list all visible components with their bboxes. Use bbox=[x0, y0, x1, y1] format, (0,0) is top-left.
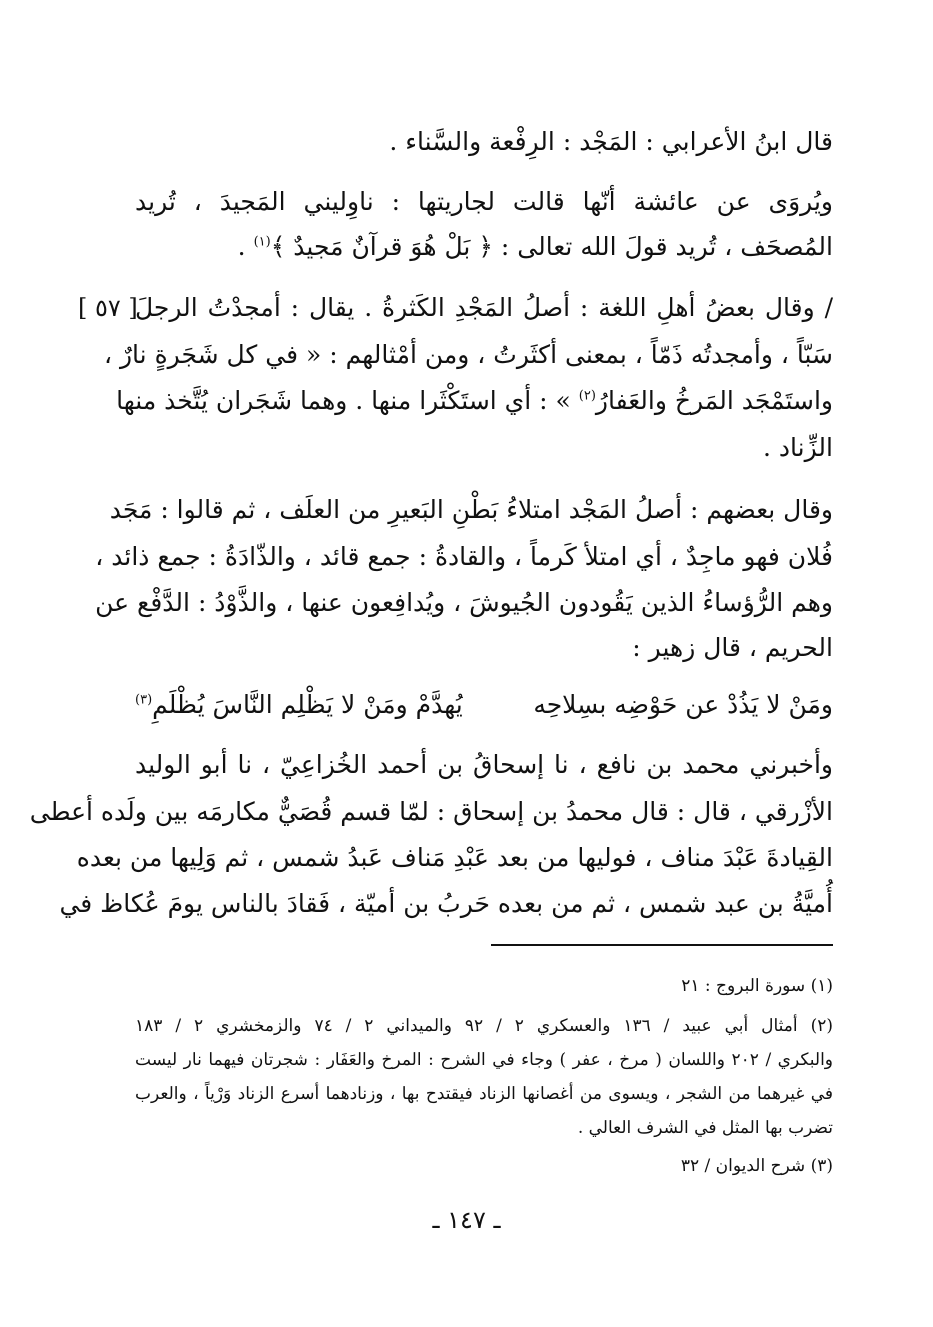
footnote-ref: (٣) bbox=[135, 692, 153, 708]
footnote-ref: (١) bbox=[253, 234, 271, 250]
text-line: وأخبرني محمد بن نافع ، نا إسحاقُ بن أحمد الخُزاعِيّ ، نا أبو الوليد bbox=[135, 750, 833, 779]
text-line: القِيادةَ عَبْدَ مناف ، فوليها من بعد عَبْدِ مَناف عَبدُ شمس ، ثم وَلِيها من بعده bbox=[76, 843, 833, 872]
folio-marker: [ ٥٧ ] bbox=[78, 294, 138, 322]
footnote-line: في غيرهما من الشجر ، ويسوى من أغصانها الزناد فيقتدح بها ، وزنادهما أسرع الزناد وَرْياً ، والعرب bbox=[135, 1084, 833, 1104]
footnote-line: (١) سورة البروج : ٢١ bbox=[681, 976, 833, 996]
verse-first-hemistich: ومَنْ لا يَذُدْ عن حَوْضِه بسِلاحِه bbox=[533, 690, 833, 719]
footnote-separator bbox=[491, 944, 833, 946]
text-line: الزِّناد . bbox=[763, 433, 833, 462]
text-line: وقال بعضهم : أصلُ المَجْد امتلاءُ بَطْنِ البَعيرِ من العلَف ، ثم قالوا : مَجَد bbox=[109, 495, 833, 524]
footnote-line: تضرب بها المثل في الشرف العالي . bbox=[577, 1118, 833, 1138]
text-line: ويُروَى عن عائشة أنّها قالت لجاريتها : ناوِليني المَجيدَ ، تُريد bbox=[135, 187, 833, 216]
text-line: واستَمْجَد المَرخُ والعَفارُ$^{(٢)}$ » : أي استَكْثَرا منها . وهما شَجَران يُتَّخذ منها bbox=[116, 386, 833, 415]
text-line: فُلان فهو ماجِدٌ ، أي امتلأ كَرماً ، والقادةُ : جمع قائد ، والذّادَةُ : جمع ذائد ، bbox=[95, 542, 833, 571]
text-line: الحريم ، قال زهير : bbox=[632, 633, 833, 662]
footnote-line: (٣) شرح الديوان / ٣٢ bbox=[680, 1156, 833, 1176]
text-line: وهم الرُّؤساءُ الذين يَقُودون الجُيوشَ ، ويُدافِعون عنها ، والذَّوْدُ : الدَّفْع عن bbox=[95, 588, 833, 617]
footnote-ref: (٢) bbox=[578, 388, 596, 404]
footnote-line: (٢) أمثال أبي عبيد / ١٣٦ والعسكري ٢ / ٩٢ والميداني ٢ / ٧٤ والزمخشري ٢ / ١٨٣ bbox=[135, 1016, 833, 1036]
text-line: أُميَّةُ بن عبد شمس ، ثم من بعده حَربُ بن أميّة ، فَقادَ بالناس يومَ عُكاظ في bbox=[59, 889, 833, 918]
text-line: المُصحَف ، تُريد قولَ الله تعالى : ﴿ بَلْ هُوَ قرآنٌ مَجيدٌ ﴾$^{(١)}$ . bbox=[237, 232, 833, 261]
text-line: سَبّاً ، وأمجدتُه ذَمّاً ، بمعنى أكثَرتُ ، ومن أمْثالهم : « في كل شَجَرةٍ نارٌ ، bbox=[103, 340, 833, 369]
footnote-line: والبكري / ٢٠٢ واللسان ( مرخ ، عفر ) وجاء في الشرح : المرخ والعَفَار : شجرتان فيهما نار ليست bbox=[135, 1050, 833, 1070]
verse-second-hemistich: يُهدَّمْ ومَنْ لا يَظْلِم النَّاسَ يُظْلَمِ$^{(٣)}$ bbox=[135, 690, 463, 719]
text-line: الأزْرقي ، قال : قال محمدُ بن إسحاق : لمّا قسم قُصَيٌّ مكارمَه بين ولَده أعطى bbox=[29, 797, 833, 826]
text-line: قال ابنُ الأعرابي : المَجْد : الرِفْعة والسَّناء . bbox=[389, 127, 833, 156]
text-line: / وقال بعضُ أهلِ اللغة : أصلُ المَجْدِ الكَثرةُ . يقال : أمجدْتُ الرجلَ bbox=[135, 293, 833, 322]
page-number: ـ ١٤٧ ـ bbox=[432, 1206, 501, 1234]
